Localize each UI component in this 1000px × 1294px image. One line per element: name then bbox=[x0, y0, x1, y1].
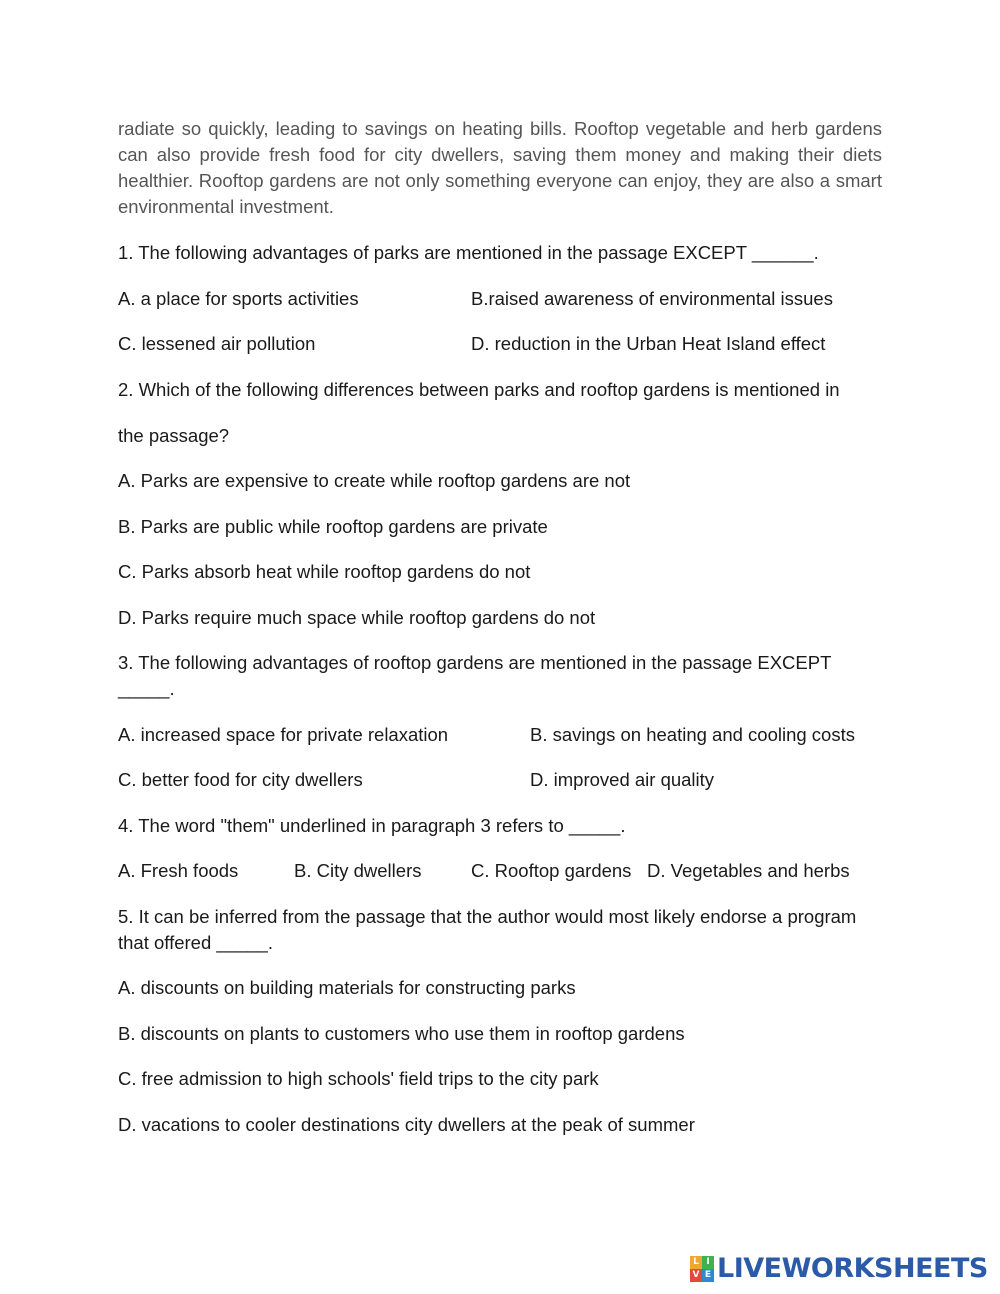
question-1-stem: 1. The following advantages of parks are mentioned in the passage EXCEPT ______. bbox=[118, 242, 819, 263]
question-1-option-d[interactable]: D. reduction in the Urban Heat Island effect bbox=[471, 333, 826, 354]
question-1-option-a[interactable]: A. a place for sports activities bbox=[118, 288, 359, 309]
question-5-stem-line-1: 5. It can be inferred from the passage that the author would most likely endorse a program bbox=[118, 906, 857, 927]
question-2-option-a[interactable]: A. Parks are expensive to create while rooftop gardens are not bbox=[118, 470, 631, 491]
liveworksheets-logo bbox=[690, 1254, 988, 1284]
question-4-option-d[interactable]: D. Vegetables and herbs bbox=[647, 860, 850, 881]
question-3-stem-line-1: 3. The following advantages of rooftop gardens are mentioned in the passage EXCEPT bbox=[118, 652, 832, 673]
question-3-stem-line-2: _____. bbox=[118, 678, 175, 699]
question-3-option-d[interactable]: D. improved air quality bbox=[530, 769, 715, 790]
question-5-option-d[interactable]: D. vacations to cooler destinations city dwellers at the peak of summer bbox=[118, 1114, 695, 1135]
question-3-option-a[interactable]: A. increased space for private relaxation bbox=[118, 724, 449, 745]
logo-mark-l: L bbox=[690, 1256, 702, 1269]
question-1-option-b[interactable]: B.raised awareness of environmental issues bbox=[471, 288, 833, 309]
question-3-option-b[interactable]: B. savings on heating and cooling costs bbox=[530, 724, 855, 745]
question-2-option-c[interactable]: C. Parks absorb heat while rooftop gardens do not bbox=[118, 561, 531, 582]
question-2-stem-line-2: the passage? bbox=[118, 425, 230, 446]
logo-mark-e: E bbox=[702, 1269, 714, 1282]
question-3-option-c[interactable]: C. better food for city dwellers bbox=[118, 769, 363, 790]
question-5-option-c[interactable]: C. free admission to high schools' field trips to the city park bbox=[118, 1068, 599, 1089]
liveworksheets-logo-text: LIVEWORKSHEETS bbox=[717, 1253, 988, 1284]
question-4-option-c[interactable]: C. Rooftop gardens bbox=[471, 860, 632, 881]
question-5-option-a[interactable]: A. discounts on building materials for constructing parks bbox=[118, 977, 576, 998]
reading-passage: radiate so quickly, leading to savings on heating bills. Rooftop vegetable and herb gardens can also provide fresh food for city dwellers, saving them money and making their diets healthier. Rooftop gardens are not only something everyone can enjoy, they are also a smart environmental investment. bbox=[118, 118, 882, 217]
liveworksheets-logo-icon bbox=[690, 1256, 714, 1282]
question-4-option-a[interactable]: A. Fresh foods bbox=[118, 860, 239, 881]
question-2-option-d[interactable]: D. Parks require much space while rooftop gardens do not bbox=[118, 607, 596, 628]
question-1-option-c[interactable]: C. lessened air pollution bbox=[118, 333, 316, 354]
question-4-option-b[interactable]: B. City dwellers bbox=[294, 860, 422, 881]
logo-mark-v: V bbox=[690, 1269, 702, 1282]
question-5-option-b[interactable]: B. discounts on plants to customers who use them in rooftop gardens bbox=[118, 1023, 685, 1044]
logo-mark-i: I bbox=[702, 1256, 714, 1269]
question-5-stem-line-2: that offered _____. bbox=[118, 932, 273, 953]
question-4-stem: 4. The word "them" underlined in paragraph 3 refers to _____. bbox=[118, 815, 626, 836]
question-2-stem-line-1: 2. Which of the following differences between parks and rooftop gardens is mentioned in bbox=[118, 379, 840, 400]
question-2-option-b[interactable]: B. Parks are public while rooftop gardens are private bbox=[118, 516, 548, 537]
